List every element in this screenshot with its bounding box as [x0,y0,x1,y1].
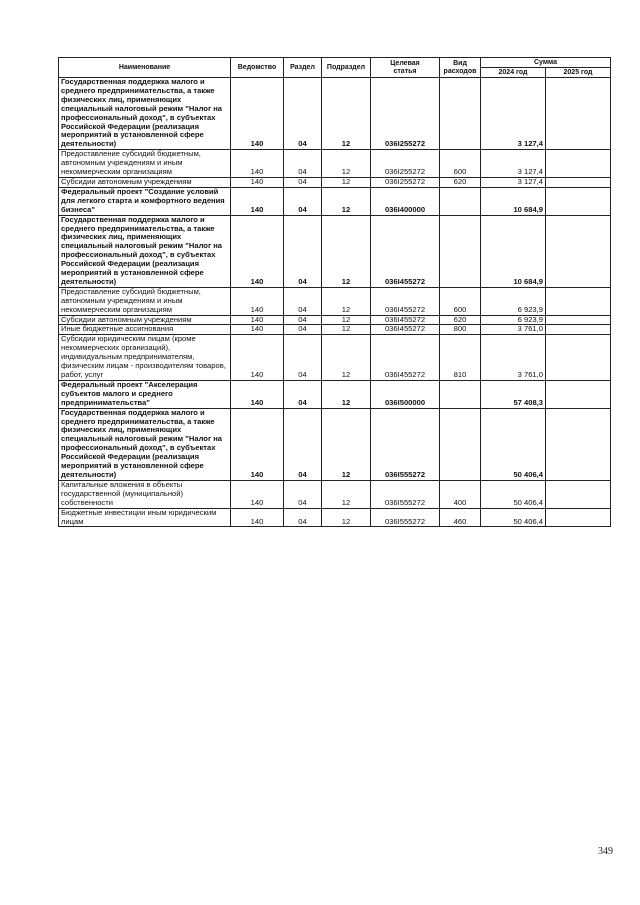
cell-2024: 10 684,9 [481,187,546,215]
cell-section: 04 [284,187,322,215]
cell-target: 036I555272 [371,508,440,527]
cell-target: 036I455272 [371,315,440,325]
cell-subsection: 12 [322,335,371,381]
cell-kind [440,215,481,287]
cell-section: 04 [284,150,322,178]
cell-kind [440,380,481,408]
cell-subsection: 12 [322,150,371,178]
table-row [59,187,611,215]
cell-dept: 140 [231,508,284,527]
header-section: Раздел [284,58,322,78]
header-sum: Сумма [481,58,611,68]
cell-subsection: 12 [322,380,371,408]
cell-name: Субсидии автономным учреждениям [59,177,231,187]
cell-dept: 140 [231,480,284,508]
cell-subsection: 12 [322,78,371,150]
cell-2025 [546,325,611,335]
cell-kind: 810 [440,335,481,381]
header-target [371,58,440,78]
table-row [59,325,611,335]
cell-kind: 800 [440,325,481,335]
cell-kind [440,78,481,150]
cell-name: Иные бюджетные ассигнования [59,325,231,335]
cell-target: 036I555272 [371,408,440,480]
cell-section: 04 [284,508,322,527]
cell-kind: 600 [440,150,481,178]
cell-section: 04 [284,408,322,480]
page-number: 349 [598,846,613,857]
cell-2024: 50 406,4 [481,480,546,508]
table-row [59,287,611,315]
table-row [59,215,611,287]
cell-dept: 140 [231,287,284,315]
cell-dept: 140 [231,177,284,187]
header-name: Наименование [59,58,231,78]
cell-section: 04 [284,335,322,381]
cell-target: 036I555272 [371,480,440,508]
table-row [59,480,611,508]
cell-dept: 140 [231,335,284,381]
cell-dept: 140 [231,150,284,178]
cell-target: 036I400000 [371,187,440,215]
cell-2024: 10 684,9 [481,215,546,287]
cell-kind: 620 [440,315,481,325]
cell-section: 04 [284,287,322,315]
cell-name: Федеральный проект "Создание условий для легкого старта и комфортного ведения бизнеса" [59,187,231,215]
cell-kind: 600 [440,287,481,315]
cell-name: Государственная поддержка малого и среднего предпринимательства, а также физических лиц, применяющих специальный налоговый режим "Налог на профессиональный доход", в субъектах Российской Федерации (реализация мероприятий в установленной сфере деятельности) [59,408,231,480]
cell-subsection: 12 [322,408,371,480]
cell-target: 036I455272 [371,215,440,287]
cell-2025 [546,335,611,381]
cell-2025 [546,508,611,527]
cell-dept: 140 [231,315,284,325]
cell-name: Субсидии автономным учреждениям [59,315,231,325]
cell-target: 036I255272 [371,177,440,187]
cell-target: 036I255272 [371,150,440,178]
cell-name: Капитальные вложения в объекты государственной (муниципальной) собственности [59,480,231,508]
cell-subsection: 12 [322,177,371,187]
cell-dept: 140 [231,408,284,480]
cell-kind: 620 [440,177,481,187]
cell-dept: 140 [231,215,284,287]
cell-2024: 3 127,4 [481,78,546,150]
cell-2025 [546,78,611,150]
cell-dept: 140 [231,325,284,335]
cell-kind: 460 [440,508,481,527]
cell-target: 036I500000 [371,380,440,408]
cell-2024: 57 408,3 [481,380,546,408]
cell-2024: 3 127,4 [481,150,546,178]
cell-section: 04 [284,480,322,508]
cell-2024: 3 761,0 [481,325,546,335]
cell-name: Государственная поддержка малого и среднего предпринимательства, а также физических лиц, применяющих специальный налоговый режим "Налог на профессиональный доход", в субъектах Российской Федерации (реализация мероприятий в установленной сфере деятельности) [59,215,231,287]
cell-name: Федеральный проект "Акселерация субъектов малого и среднего предпринимательства" [59,380,231,408]
cell-name: Государственная поддержка малого и среднего предпринимательства, а также физических лиц, применяющих специальный налоговый режим "Налог на профессиональный доход", в субъектах Российской Федерации (реализация мероприятий в установленной сфере деятельности) [59,78,231,150]
header-row [59,58,611,68]
cell-kind [440,408,481,480]
cell-subsection: 12 [322,508,371,527]
cell-2024: 50 406,4 [481,508,546,527]
cell-section: 04 [284,215,322,287]
header-kind-line1: Вид [453,59,467,67]
table-row [59,380,611,408]
cell-subsection: 12 [322,325,371,335]
cell-subsection: 12 [322,315,371,325]
cell-dept: 140 [231,380,284,408]
cell-section: 04 [284,78,322,150]
table-row [59,315,611,325]
header-target-line2: статья [393,67,417,75]
table-row [59,335,611,381]
header-subsection: Подраздел [322,58,371,78]
cell-name: Предоставление субсидий бюджетным, автономным учреждениям и иным некоммерческим организациям [59,287,231,315]
cell-section: 04 [284,325,322,335]
cell-name: Бюджетные инвестиции иным юридическим лицам [59,508,231,527]
cell-2024: 6 923,9 [481,315,546,325]
cell-2024: 6 923,9 [481,287,546,315]
cell-subsection: 12 [322,215,371,287]
table-row [59,78,611,150]
cell-2025 [546,187,611,215]
cell-2025 [546,287,611,315]
cell-subsection: 12 [322,187,371,215]
cell-name: Субсидии юридическим лицам (кроме некоммерческих организаций), индивидуальным предпринимателям, физическим лицам - производителям товаров, работ, услуг [59,335,231,381]
cell-name: Предоставление субсидий бюджетным, автономным учреждениям и иным некоммерческим организациям [59,150,231,178]
cell-2025 [546,150,611,178]
cell-subsection: 12 [322,480,371,508]
header-dept: Ведомство [231,58,284,78]
cell-section: 04 [284,380,322,408]
cell-target: 036I455272 [371,287,440,315]
cell-subsection: 12 [322,287,371,315]
header-target-line1: Целевая [390,59,420,67]
header-y2024: 2024 год [481,68,546,78]
cell-kind: 400 [440,480,481,508]
cell-2025 [546,480,611,508]
cell-2024: 3 761,0 [481,335,546,381]
cell-target: 036I455272 [371,325,440,335]
cell-2024: 50 406,4 [481,408,546,480]
cell-2024: 3 127,4 [481,177,546,187]
cell-kind [440,187,481,215]
cell-dept: 140 [231,187,284,215]
cell-target: 036I255272 [371,78,440,150]
header-y2025: 2025 год [546,68,611,78]
cell-2025 [546,215,611,287]
table-row [59,177,611,187]
cell-section: 04 [284,315,322,325]
table-row [59,408,611,480]
table-row [59,508,611,527]
header-kind [440,58,481,78]
cell-2025 [546,315,611,325]
table-row [59,150,611,178]
cell-section: 04 [284,177,322,187]
cell-target: 036I455272 [371,335,440,381]
cell-dept: 140 [231,78,284,150]
budget-table [58,57,611,527]
header-kind-line2: расходов [443,67,477,75]
table-body [59,78,611,527]
cell-2025 [546,177,611,187]
cell-2025 [546,380,611,408]
cell-2025 [546,408,611,480]
